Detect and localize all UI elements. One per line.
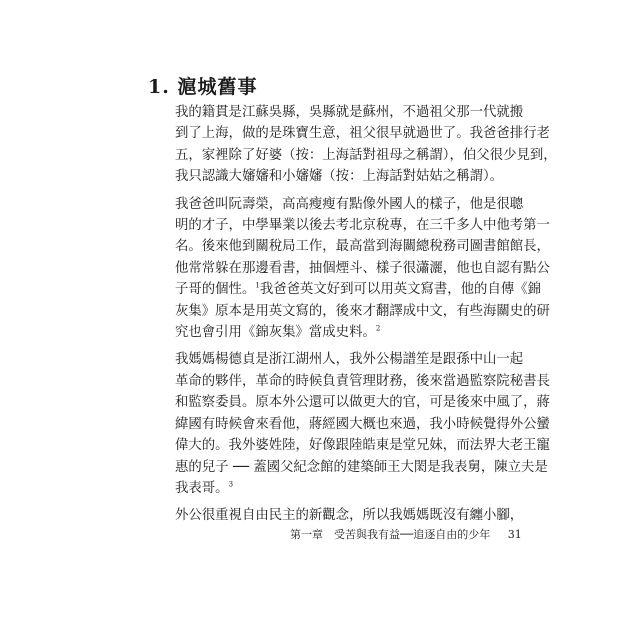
text-line: 我的籍貫是江蘇吳縣，吳縣就是蘇州，不過祖父那一代就搬 (175, 105, 524, 120)
text-line: 外公很重視自由民主的新觀念，所以我媽媽既沒有纏小腳， (175, 508, 524, 524)
text-line: 和監察委員。原本外公還可以做更大的官，可是後來中風了，蔣 (175, 395, 550, 411)
paragraph (148, 102, 557, 188)
section-title: 滬城舊事 (177, 76, 258, 98)
footnote-marker: 2 (375, 324, 381, 333)
text-segment: 子哥的個性。 (175, 282, 256, 298)
text-line: 名。後來他到關稅局工作，最高當到海關總稅務司圖書館館長， (175, 239, 550, 255)
footnote-marker: 1 (255, 281, 260, 290)
page-footer (290, 526, 522, 542)
text-line: 我只認識大嬸嬸和小嬸嬸（按：上海話對姑姑之稱謂）。 (175, 169, 504, 185)
text-line (148, 322, 488, 343)
paragraph (148, 194, 550, 344)
text-line: 到了上海，做的是珠寶生意，祖父很早就過世了。我爸爸排行老 (175, 126, 550, 142)
text-segment: 我表哥。 (175, 480, 229, 496)
text-line: 五，家裡除了好婆（按：上海話對祖母之稱謂），伯父很少見到， (175, 147, 557, 163)
section-number: 1. (148, 76, 170, 98)
text-line (148, 478, 488, 499)
text-line (148, 279, 542, 300)
text-line: 惠的兒子 ── 蓋國父紀念館的建築師王大閎是我表舅，陳立夫是 (175, 459, 548, 475)
text-segment: 我爸爸英文好到可以用英文寫書，他的自傳《錦 (259, 282, 542, 298)
section-heading (148, 72, 257, 99)
text-line: 偉大的。我外婆姓陸，好像跟陸皓東是堂兄妹，而法界大老王寵 (175, 438, 550, 454)
text-line: 緯國有時候會來看他，蔣經國大概也來過，我小時候覺得外公蠻 (175, 416, 550, 432)
text-line: 我爸爸叫阮壽榮，高高瘦瘦有點像外國人的樣子，他是很聰 (175, 196, 524, 212)
paragraph (148, 505, 524, 526)
text-line: 灰集》原本是用英文寫的，後來才翻譯成中文，有些海關史的研 (175, 303, 550, 319)
text-line: 革命的夥伴，革命的時候負責管理財務，後來當過監察院秘書長 (175, 373, 550, 389)
text-line: 他常常躲在那邊看書，抽個煙斗、樣子很瀟灑，他也自認有點公 (175, 260, 550, 276)
page-number: 31 (507, 528, 522, 541)
text-line: 明的才子，中學畢業以後去考北京稅專，在三千多人中他考第一 (175, 218, 550, 234)
paragraph (148, 349, 550, 499)
body-text (148, 102, 557, 533)
footnote-marker: 3 (228, 480, 234, 489)
text-line: 我媽媽楊德貞是浙江湖州人，我外公楊譜笙是跟孫中山一起 (175, 352, 524, 368)
text-segment: 究也會引用《錦灰集》當成史料。 (175, 325, 376, 341)
running-title: 第一章 受苦與我有益──追逐自由的少年 (290, 528, 491, 541)
